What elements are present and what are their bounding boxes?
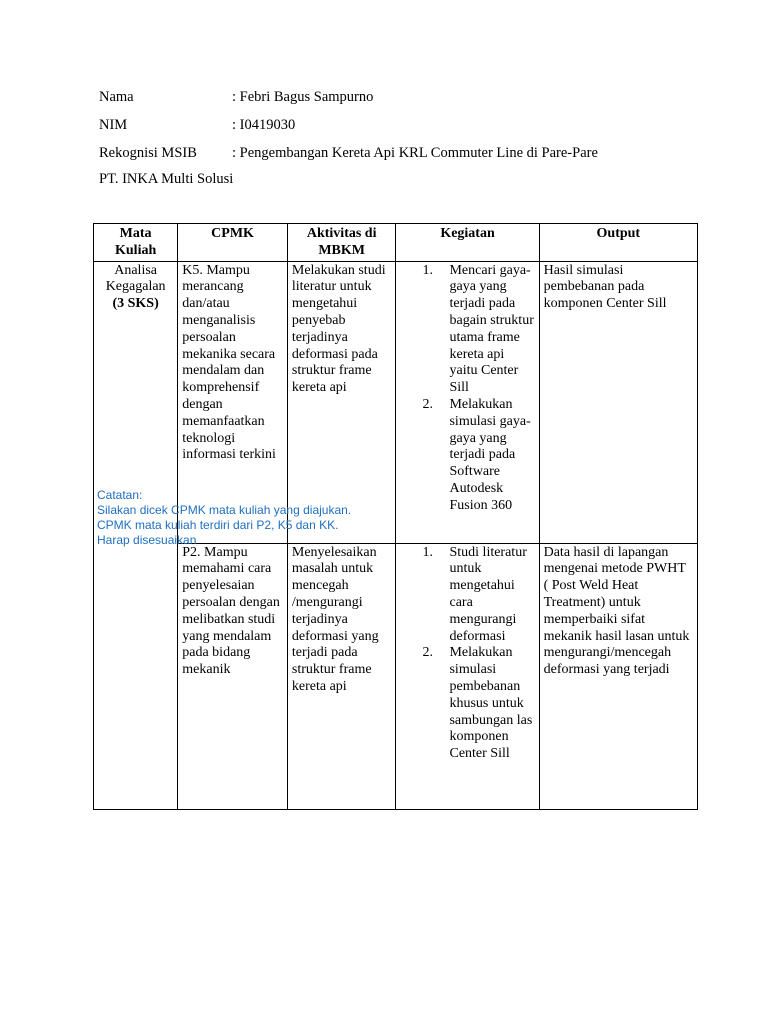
list-item (400, 397, 534, 515)
note-title: Catatan: (97, 488, 143, 502)
note-line: CPMK mata kuliah terdiri dari P2, K5 dan KK. (97, 518, 339, 532)
header-cpmk: CPMK (178, 224, 288, 262)
rekognisi-label: Rekognisi MSIB (99, 145, 197, 161)
header-mata-kuliah: Mata Kuliah (94, 224, 178, 262)
note-line: Silakan dicek CPMK mata kuliah yang diajukan. (97, 503, 352, 517)
list-text: Melakukan simulasi pembebanan khusus untuk sambungan las komponen Center Sill (449, 645, 533, 762)
kegiatan-list (400, 263, 534, 515)
list-item (400, 645, 534, 763)
list-number: 2. (422, 645, 433, 661)
nama-value: : Febri Bagus Sampurno (232, 89, 374, 105)
kegiatan-cell (396, 543, 539, 809)
kegiatan-cell (396, 261, 539, 543)
nama-row (99, 88, 374, 106)
review-comment-note (97, 488, 351, 548)
cpmk-cell: K5. Mampu merancang dan/atau menganalisis persoalan mekanika secara mendalam dan komprehensif dengan memanfaatkan teknologi informasi terkini (178, 261, 288, 543)
list-item (400, 263, 534, 397)
cpmk-cell: P2. Mampu memahami cara penyelesaian persoalan dengan melibatkan studi yang mendalam pada bidang mekanik (178, 543, 288, 809)
list-text: Studi literatur untuk mengetahui cara mengurangi deformasi (449, 544, 527, 644)
nim-value: : I0419030 (232, 117, 296, 133)
header-kegiatan: Kegiatan (396, 224, 539, 262)
header-output: Output (539, 224, 697, 262)
list-item (400, 545, 534, 646)
output-cell: Data hasil di lapangan mengenai metode PWHT ( Post Weld Heat Treatment) untuk memperbaiki sifat mekanik hasil lasan untuk mengurangi/mencegah deformasi yang terjadi (539, 543, 697, 809)
nama-label: Nama (99, 89, 134, 105)
kegiatan-list (400, 545, 534, 763)
output-cell: Hasil simulasi pembebanan pada komponen Center Sill (539, 261, 697, 543)
aktivitas-cell: Menyelesaikan masalah untuk mencegah /mengurangi terjadinya deformasi yang terjadi pada struktur frame kereta api (287, 543, 396, 809)
mata-kuliah-sks: (3 SKS) (112, 296, 159, 312)
list-number: 2. (422, 396, 433, 412)
table-header-row (94, 224, 698, 262)
nim-row (99, 116, 296, 134)
nim-label: NIM (99, 117, 128, 133)
list-text: Mencari gaya-gaya yang terjadi pada bagain struktur utama frame kereta api yaitu Center Sill (449, 262, 534, 396)
list-text: Melakukan simulasi gaya-gaya yang terjadi pada Software Autodesk Fusion 360 (449, 396, 531, 513)
note-line: Harap disesuaikan (97, 533, 197, 547)
aktivitas-cell: Melakukan studi literatur untuk mengetahui penyebab terjadinya deformasi pada struktur frame kereta api (287, 261, 396, 543)
organization-name: PT. INKA Multi Solusi (99, 171, 234, 187)
list-number: 1. (422, 262, 433, 278)
table-row (94, 543, 698, 809)
mata-kuliah-name: Analisa Kegagalan (105, 262, 166, 295)
rekognisi-row (99, 144, 598, 162)
list-number: 1. (422, 544, 433, 560)
rekognisi-value: : Pengembangan Kereta Api KRL Commuter Line di Pare-Pare (232, 145, 598, 161)
header-aktivitas: Aktivitas di MBKM (287, 224, 396, 262)
